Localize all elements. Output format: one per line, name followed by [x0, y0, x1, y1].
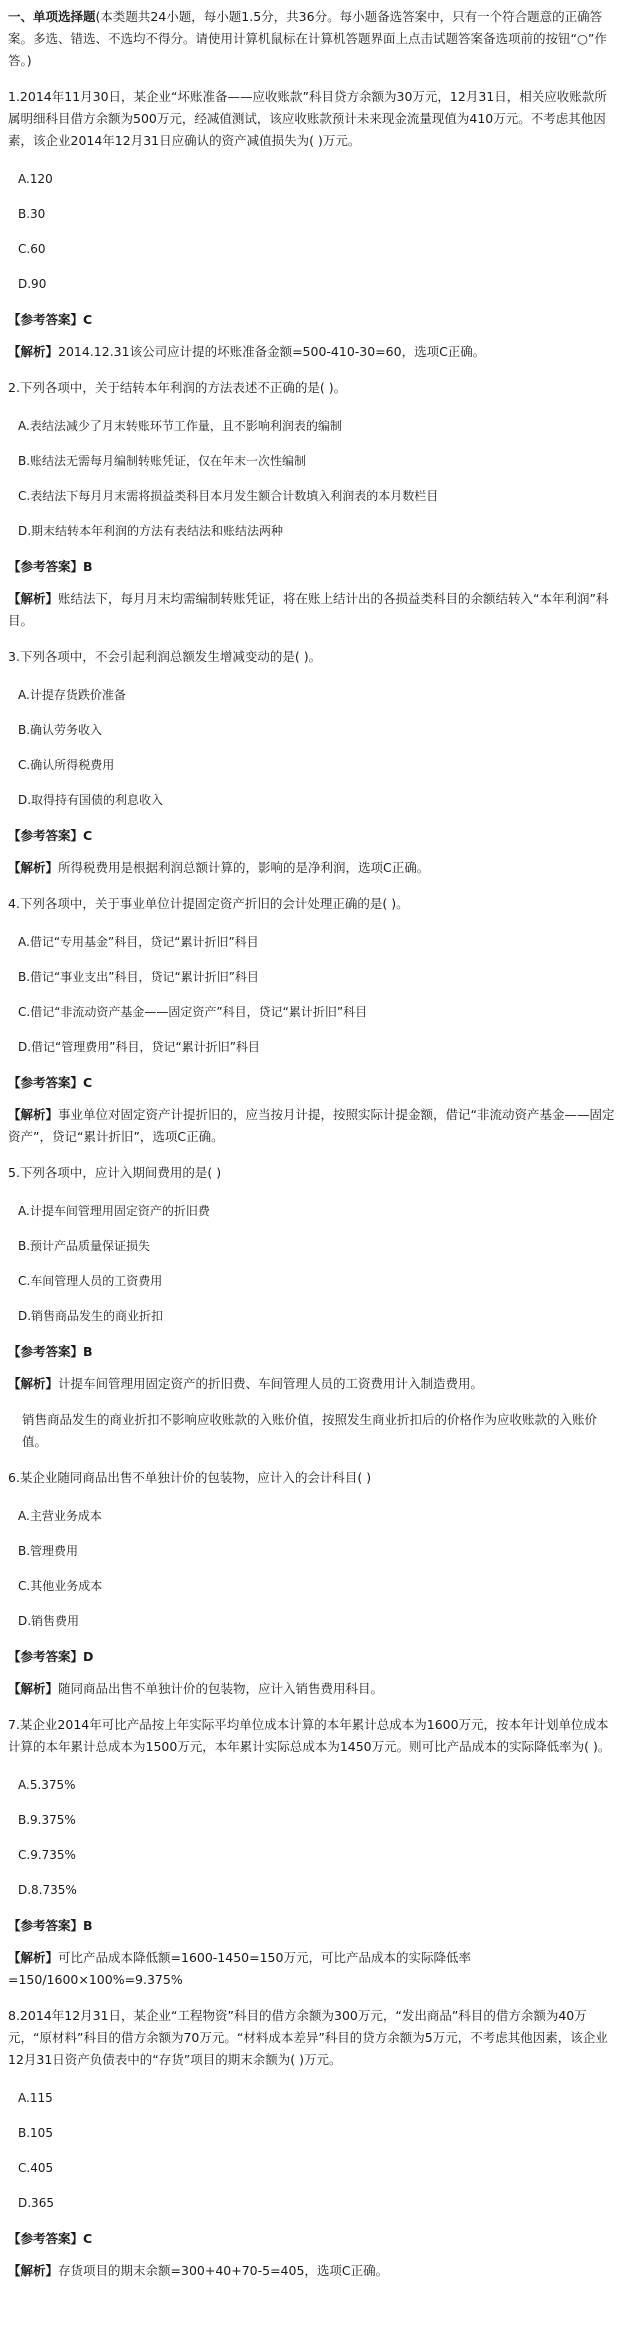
question-stem: 6.某企业随同商品出售不单独计价的包装物，应计入的会计科目( )	[8, 1470, 372, 1485]
answer-option: A.115	[18, 2091, 53, 2105]
question-1	[8, 86, 617, 363]
answer-option: D.取得持有国债的利息收入	[18, 793, 164, 807]
question-stem: 2.下列各项中，关于结转本年利润的方法表述不正确的是( )。	[8, 380, 347, 395]
question-stem: 3.下列各项中，不会引起利润总额发生增减变动的是( )。	[8, 649, 322, 664]
answer-option: B.确认劳务收入	[18, 723, 103, 737]
explanation	[8, 588, 617, 632]
explanation-text: 账结法下，每月月末均需编制转账凭证，将在账上结计出的各损益类科目的余额结转入“本年利润”科目。	[8, 591, 609, 628]
answer-option: B.30	[18, 207, 46, 221]
section-instructions: (本类题共24小题，每小题1.5分，共36分。每小题备选答案中，只有一个符合题意的正确答案。多选、错选、不选均不得分。请使用计算机鼠标在计算机答题界面上点击试题答案备选项前的按钮“○”作答。)	[8, 9, 607, 68]
answer-option: D.8.735%	[18, 1883, 77, 1897]
answer-option: A.表结法减少了月末转账环节工作量，且不影响利润表的编制	[18, 419, 342, 433]
explanation-note: 销售商品发生的商业折扣不影响应收账款的入账价值，按照发生商业折扣后的价格作为应收账款的入账价值。	[22, 1412, 598, 1449]
answer-option: D.销售费用	[18, 1614, 80, 1628]
answer-option: D.销售商品发生的商业折扣	[18, 1309, 164, 1323]
explanation-text: 所得税费用是根据利润总额计算的，影响的是净利润，选项C正确。	[58, 860, 430, 875]
reference-answer: 【参考答案】C	[8, 312, 93, 327]
question-5	[8, 1162, 617, 1453]
question-4	[8, 893, 617, 1148]
question-list	[8, 86, 617, 2282]
question-stem: 4.下列各项中，关于事业单位计提固定资产折旧的会计处理正确的是( )。	[8, 896, 409, 911]
question-2	[8, 377, 617, 632]
reference-answer: 【参考答案】C	[8, 2231, 93, 2246]
explanation-label: 【解析】	[8, 344, 59, 359]
answer-option: C.405	[18, 2161, 54, 2175]
answer-option: B.账结法无需每月编制转账凭证，仅在年末一次性编制	[18, 454, 307, 468]
answer-option: B.借记“事业支出”科目，贷记“累计折旧”科目	[18, 970, 259, 984]
explanation	[8, 1373, 617, 1395]
explanation-text: 计提车间管理用固定资产的折旧费、车间管理人员的工资费用计入制造费用。	[58, 1376, 484, 1391]
answer-option: D.期末结转本年利润的方法有表结法和账结法两种	[18, 524, 284, 538]
explanation-text: 可比产品成本降低额=1600-1450=150万元，可比产品成本的实际降低率=150/1600×100%=9.375%	[8, 1950, 471, 1987]
answer-option: C.9.735%	[18, 1848, 76, 1862]
explanation	[8, 2260, 617, 2282]
answer-option: C.车间管理人员的工资费用	[18, 1274, 163, 1288]
answer-option: B.9.375%	[18, 1813, 76, 1827]
answer-option: B.预计产品质量保证损失	[18, 1239, 151, 1253]
answer-option: A.借记“专用基金”科目，贷记“累计折旧”科目	[18, 935, 259, 949]
answer-option: B.管理费用	[18, 1544, 79, 1558]
explanation-label: 【解析】	[8, 1107, 59, 1122]
explanation-label: 【解析】	[8, 1681, 59, 1696]
answer-option: B.105	[18, 2126, 53, 2140]
reference-answer: 【参考答案】C	[8, 828, 93, 843]
answer-option: C.其他业务成本	[18, 1579, 103, 1593]
explanation-text: 2014.12.31该公司应计提的坏账准备金额=500-410-30=60，选项C正确。	[58, 344, 486, 359]
question-stem: 5.下列各项中，应计入期间费用的是( )	[8, 1165, 222, 1180]
question-6	[8, 1467, 617, 1700]
explanation	[8, 1947, 617, 1991]
explanation-text: 事业单位对固定资产计提折旧的，应当按月计提，按照实际计提金额，借记“非流动资产基金——固定资产”，贷记“累计折旧”，选项C正确。	[8, 1107, 615, 1144]
answer-option: C.借记“非流动资产基金——固定资产”科目，贷记“累计折旧”科目	[18, 1005, 368, 1019]
section-intro	[8, 6, 617, 72]
explanation-text: 存货项目的期末余额=300+40+70-5=405，选项C正确。	[58, 2263, 389, 2278]
reference-answer: 【参考答案】D	[8, 1649, 94, 1664]
answer-option: C.确认所得税费用	[18, 758, 115, 772]
answer-option: D.借记“管理费用”科目，贷记“累计折旧”科目	[18, 1040, 260, 1054]
explanation	[8, 1678, 617, 1700]
explanation-label: 【解析】	[8, 591, 59, 606]
reference-answer: 【参考答案】B	[8, 1344, 93, 1359]
answer-option: A.5.375%	[18, 1778, 76, 1792]
reference-answer: 【参考答案】B	[8, 559, 93, 574]
question-3	[8, 646, 617, 879]
explanation-text: 随同商品出售不单独计价的包装物，应计入销售费用科目。	[58, 1681, 384, 1696]
answer-option: A.计提存货跌价准备	[18, 688, 126, 702]
reference-answer: 【参考答案】B	[8, 1918, 93, 1933]
question-stem: 1.2014年11月30日，某企业“坏账准备——应收账款”科目贷方余额为30万元，12月31日，相关应收账款所属明细科目借方余额为500万元，经减值测试，该应收账款预计未来现金流量现值为410万元。不考虑其他因素，该企业2014年12月31日应确认的资产减值损失为( )万元。	[8, 89, 607, 148]
explanation-label: 【解析】	[8, 860, 59, 875]
explanation-label: 【解析】	[8, 1950, 59, 1965]
question-7	[8, 1714, 617, 1991]
section-title: 一、单项选择题	[8, 9, 96, 24]
answer-option: A.计提车间管理用固定资产的折旧费	[18, 1204, 210, 1218]
explanation	[8, 1104, 617, 1148]
answer-option: A.120	[18, 172, 53, 186]
answer-option: C.60	[18, 242, 46, 256]
question-stem: 7.某企业2014年可比产品按上年实际平均单位成本计算的本年累计总成本为1600万元，按本年计划单位成本计算的本年累计总成本为1500万元，本年累计实际总成本为1450万元。则可比产品成本的实际降低率为( )。	[8, 1717, 611, 1754]
explanation-label: 【解析】	[8, 2263, 59, 2278]
explanation	[8, 857, 617, 879]
answer-option: D.90	[18, 277, 47, 291]
answer-option: A.主营业务成本	[18, 1509, 102, 1523]
answer-option: D.365	[18, 2196, 54, 2210]
question-stem: 8.2014年12月31日，某企业“工程物资”科目的借方余额为300万元，“发出商品”科目的借方余额为40万元，“原材料”科目的借方余额为70万元。“材料成本差异”科目的贷方余额为5万元，不考虑其他因素，该企业12月31日资产负债表中的“存货”项目的期末余额为( )万元。	[8, 2008, 608, 2067]
explanation-label: 【解析】	[8, 1376, 59, 1391]
answer-option: C.表结法下每月月末需将损益类科目本月发生额合计数填入利润表的本月数栏目	[18, 489, 439, 503]
reference-answer: 【参考答案】C	[8, 1075, 93, 1090]
explanation	[8, 341, 617, 363]
question-8	[8, 2005, 617, 2282]
